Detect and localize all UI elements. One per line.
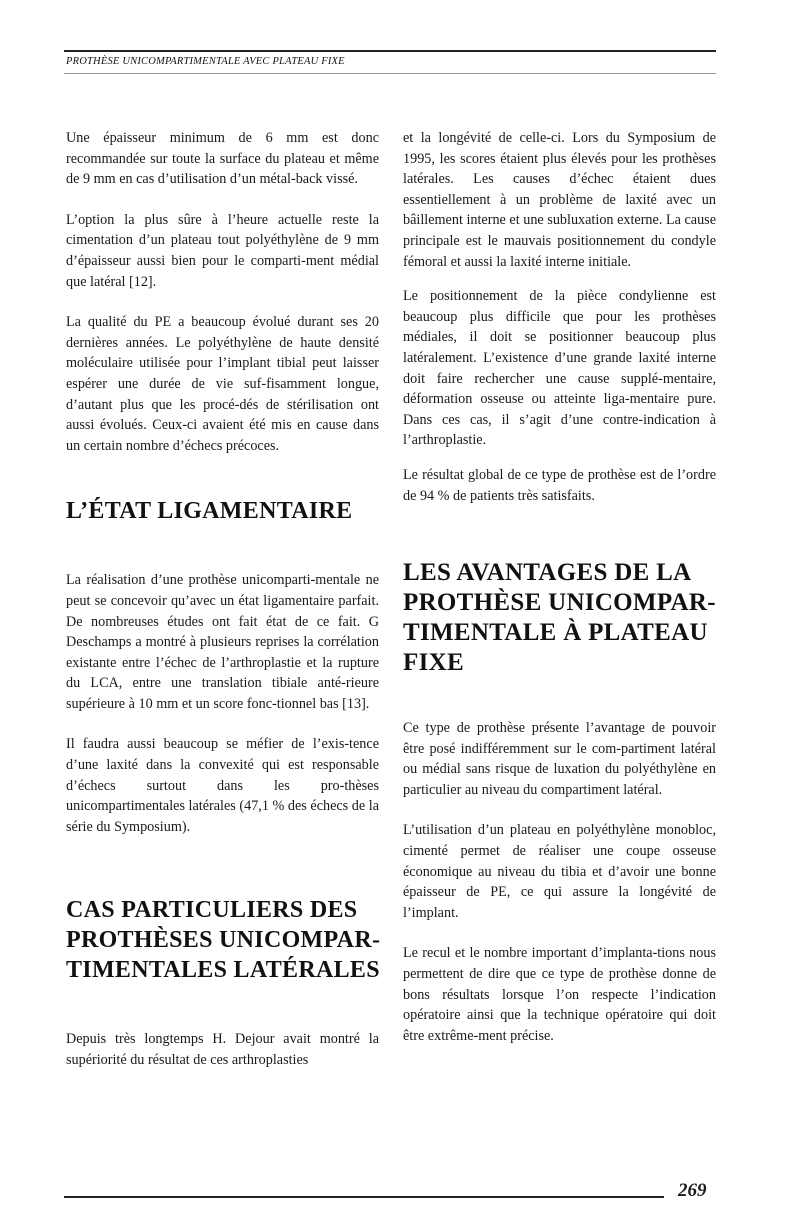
running-header: PROTHÈSE UNICOMPARTIMENTALE AVEC PLATEAU FIXE <box>66 56 345 67</box>
paragraph: Ce type de prothèse présente l’avantage de pouvoir être posé indifféremment sur le com-partiment latéral ou médial sans risque de luxation du polyéthylène en particulier au niveau du compartiment latéral. <box>403 720 716 798</box>
page-number: 269 <box>678 1180 707 1201</box>
paragraph: Le positionnement de la pièce condylienne est beaucoup plus difficile que pour les prothèses médiales, il doit se positionner beaucoup plus latéralement. L’existence d’une grande laxité interne doit faire rechercher une cause supplé-mentaire, déformation osseuse ou atteinte liga-mentaire pure. Dans ces cas, il s’agit d’une contre-indication à l’arthroplastie. <box>403 288 716 449</box>
section-heading: L’ÉTAT LIGAMENTAIRE <box>66 498 353 525</box>
paragraph: La réalisation d’une prothèse unicomparti-mentale ne peut se concevoir qu’avec un état ligamentaire parfait. De nombreuses études ont fait état de ce fait. G Deschamps a montré à plusieurs reprises la corrélation existante entre l’échec de l’arthroplastie et la rupture du LCA, entre une translation tibiale anté-rieure supérieure à 10 mm et un score fonc-tionnel bas [13]. <box>66 572 379 712</box>
paragraph: Depuis très longtemps H. Dejour avait montré la supériorité du résultat de ces arthroplasties <box>66 1031 379 1069</box>
section-heading: CAS PARTICULIERS DES PROTHÈSES UNICOMPAR- TIMENTALES LATÉRALES <box>66 897 381 984</box>
paragraph: Une épaisseur minimum de 6 mm est donc recommandée sur toute la surface du plateau et même de 9 mm en cas d’utilisation d’un métal-back vissé. <box>66 130 379 188</box>
left-column <box>66 128 379 1071</box>
paragraph: L’option la plus sûre à l’heure actuelle reste la cimentation d’un plateau tout polyéthylène de 9 mm d’épaisseur aussi bien pour le comparti-ment médial que latéral [12]. <box>66 211 379 290</box>
paragraph: et la longévité de celle-ci. Lors du Symposium de 1995, les scores étaient plus élevés pour les prothèses latérales. Les causes d’échec étaient dues essentiellement à un problème de laxité avec un bâillement interne et une subluxation externe. La cause principale est le mauvais positionnement du condyle fémoral et aussi la laxité interne initiale. <box>403 130 716 270</box>
header-bottom-rule <box>64 73 716 74</box>
paragraph: Le résultat global de ce type de prothèse est de l’ordre de 94 % de patients très satisfaits. <box>403 466 716 504</box>
right-column <box>403 128 716 1046</box>
paragraph: La qualité du PE a beaucoup évolué durant ses 20 dernières années. Le polyéthylène de haute densité moléculaire utilisée pour l’implant tibial peut laisser espérer une durée de vie suf-fisamment longue, d’autant plus que les procé-dés de stérilisation ont aussi évolués. Ceux-ci avaient été mis en cause dans un certain nombre d’échecs précoces. <box>66 314 379 454</box>
paragraph: Le recul et le nombre important d’implanta-tions nous permettent de dire que ce type de prothèse donne de bons résultats lorsque l’on respecte l’indication opératoire ainsi que la technique opératoire qui doit être extrême-ment précise. <box>403 945 716 1044</box>
footer-rule <box>64 1196 664 1198</box>
paragraph: Il faudra aussi beaucoup se méfier de l’exis-tence d’une laxité dans la convexité qui est responsable d’échecs surtout dans les pro-thèses unicompartimentales latérales (47,1 % des échecs de la série du Symposium). <box>66 736 379 835</box>
header-top-rule <box>64 50 716 52</box>
paragraph: L’utilisation d’un plateau en polyéthylène monobloc, cimenté permet de réaliser une coupe osseuse économique au niveau du tibia et d’avoir une bonne épaisseur de PE, ce qui assure la longévité de l’implant. <box>403 822 716 921</box>
section-heading: LES AVANTAGES DE LA PROTHÈSE UNICOMPAR- TIMENTALE À PLATEAU FIXE <box>403 559 716 677</box>
